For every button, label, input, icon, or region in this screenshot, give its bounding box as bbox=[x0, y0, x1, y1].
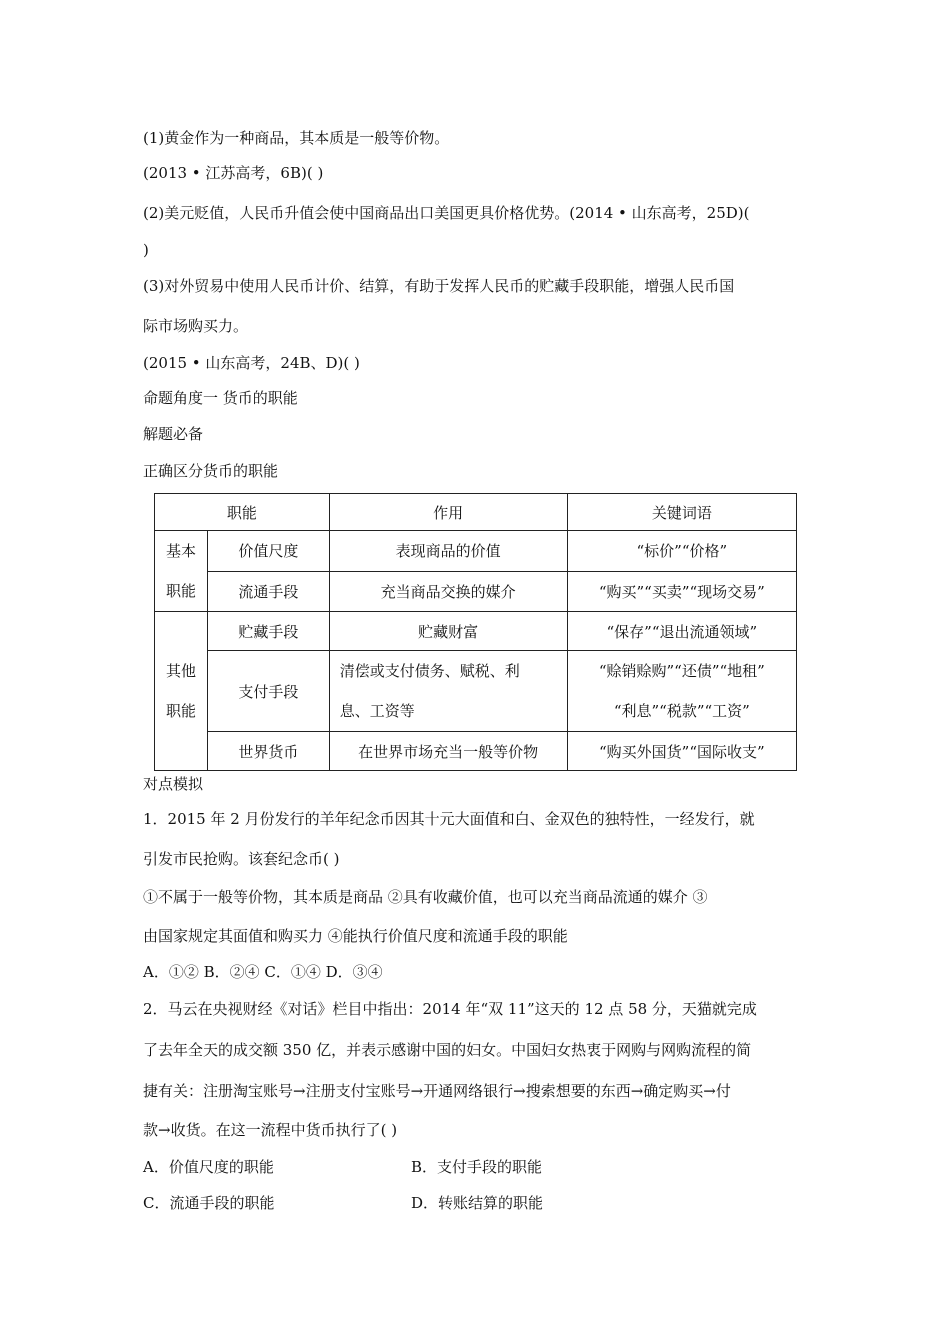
q2-option-a: A．价值尺度的职能 bbox=[143, 1158, 274, 1176]
row-keywords: “购买外国货”“国际收支” bbox=[567, 732, 796, 771]
group-other-line2: 职能 bbox=[165, 702, 196, 720]
row-name: 价值尺度 bbox=[208, 531, 330, 572]
q2-line4: 款→收货。在这一流程中货币执行了( ) bbox=[143, 1121, 398, 1139]
row-name: 流通手段 bbox=[208, 571, 330, 612]
row-role: 贮藏财富 bbox=[329, 612, 567, 651]
row-name: 支付手段 bbox=[208, 651, 330, 732]
question-3-source: (2015 • 山东高考，24B、D)( ) bbox=[143, 354, 360, 372]
question-2-paren: ) bbox=[143, 241, 149, 259]
section-must-heading: 解题必备 bbox=[143, 425, 204, 443]
table-row bbox=[155, 571, 797, 612]
group-other bbox=[155, 612, 208, 771]
group-basic bbox=[155, 531, 208, 612]
money-functions-table bbox=[154, 493, 797, 771]
table-header-row bbox=[155, 494, 797, 531]
row-keywords: “标价”“价格” bbox=[567, 531, 796, 572]
question-1-source: (2013 • 江苏高考，6B)( ) bbox=[143, 164, 324, 182]
question-1-text: (1)黄金作为一种商品，其本质是一般等价物。 bbox=[143, 129, 450, 147]
header-function: 职能 bbox=[155, 494, 330, 531]
group-basic-line1: 基本 bbox=[165, 542, 196, 560]
row-role-line1: 清偿或支付债务、赋税、利 bbox=[339, 662, 520, 680]
q2-line1: 2．马云在央视财经《对话》栏目中指出：2014 年“双 11”这天的 12 点 58 分，天猫就完成 bbox=[143, 1000, 757, 1018]
q2-line2: 了去年全天的成交额 350 亿，并表示感谢中国的妇女。中国妇女热衷于网购与网购流程的简 bbox=[143, 1041, 752, 1059]
row-role: 表现商品的价值 bbox=[329, 531, 567, 572]
q2-option-b: B．支付手段的职能 bbox=[411, 1158, 543, 1176]
group-basic-line2: 职能 bbox=[165, 582, 196, 600]
row-name: 世界货币 bbox=[208, 732, 330, 771]
row-keywords-line2: “利息”“税款”“工资” bbox=[613, 702, 750, 720]
q1-line1: 1．2015 年 2 月份发行的羊年纪念币因其十元大面值和白、金双色的独特性，一经发行，就 bbox=[143, 810, 755, 828]
row-role: 充当商品交换的媒介 bbox=[329, 571, 567, 612]
q1-options: A．①② B．②④ C．①④ D．③④ bbox=[143, 963, 383, 981]
q1-line2: 引发市民抢购。该套纪念币( ) bbox=[143, 850, 340, 868]
row-name: 贮藏手段 bbox=[208, 612, 330, 651]
q2-option-c: C．流通手段的职能 bbox=[143, 1194, 275, 1212]
header-role: 作用 bbox=[329, 494, 567, 531]
table-row bbox=[155, 612, 797, 651]
practice-label: 对点模拟 bbox=[143, 775, 204, 793]
row-role bbox=[329, 651, 567, 732]
group-other-line1: 其他 bbox=[165, 662, 196, 680]
row-keywords-line1: “赊销赊购”“还债”“地租” bbox=[598, 662, 765, 680]
table-row bbox=[155, 531, 797, 572]
q2-line3: 捷有关：注册淘宝账号→注册支付宝账号→开通网络银行→搜索想要的东西→确定购买→付 bbox=[143, 1082, 731, 1100]
q1-line3: ①不属于一般等价物，其本质是商品 ②具有收藏价值，也可以充当商品流通的媒介 ③ bbox=[143, 888, 708, 906]
q2-option-d: D．转账结算的职能 bbox=[411, 1194, 544, 1212]
q1-line4: 由国家规定其面值和购买力 ④能执行价值尺度和流通手段的职能 bbox=[143, 927, 568, 945]
table-row bbox=[155, 732, 797, 771]
question-3-text-line1: (3)对外贸易中使用人民币计价、结算，有助于发挥人民币的贮藏手段职能，增强人民币国 bbox=[143, 277, 735, 295]
table-title: 正确区分货币的职能 bbox=[143, 462, 279, 480]
question-3-text-line2: 际市场购买力。 bbox=[143, 317, 249, 335]
row-keywords: “保存”“退出流通领域” bbox=[567, 612, 796, 651]
header-keywords: 关键词语 bbox=[567, 494, 796, 531]
row-keywords: “购买”“买卖”“现场交易” bbox=[567, 571, 796, 612]
section-angle-heading: 命题角度一 货币的职能 bbox=[143, 389, 298, 407]
table-row bbox=[155, 651, 797, 732]
row-keywords bbox=[567, 651, 796, 732]
row-role: 在世界市场充当一般等价物 bbox=[329, 732, 567, 771]
row-role-line2: 息、工资等 bbox=[339, 702, 415, 720]
question-2-text: (2)美元贬值，人民币升值会使中国商品出口美国更具价格优势。(2014 • 山东高考，25D)( bbox=[143, 204, 750, 222]
